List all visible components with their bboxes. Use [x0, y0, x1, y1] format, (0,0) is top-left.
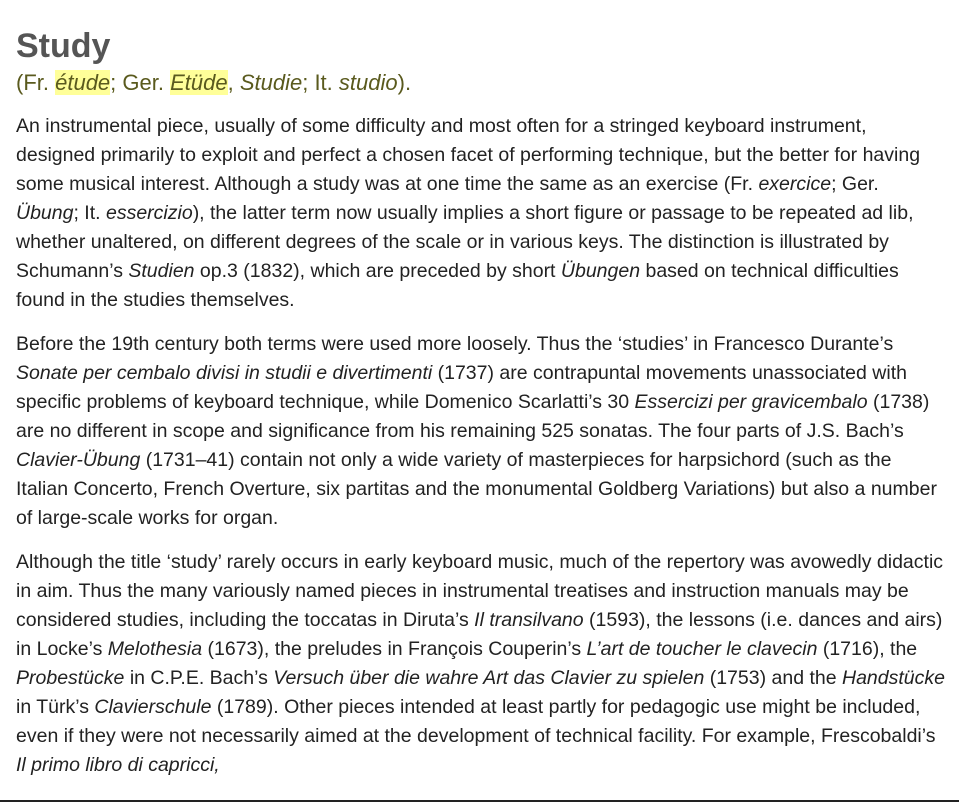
p3-italic-term: Il transilvano — [474, 609, 584, 631]
article-title: Study — [16, 27, 111, 65]
p3-italic-term: Versuch über die wahre Art das Clavier zu spielen — [273, 667, 705, 689]
p3-italic-term: Handstücke — [841, 667, 945, 689]
p1-text: ; Ger. — [831, 173, 879, 195]
p1-italic-term: Übung — [16, 202, 74, 224]
paragraph-1 — [16, 112, 946, 315]
p2-text: (1737) are contrapuntal movements unassociated with specific problems of keyboard technique, while Domenico Scarlatti’s 30 — [16, 362, 907, 413]
p2-text: Before the 19th century both terms were used more loosely. Thus the ‘studies’ in Francesco Durante’s — [16, 333, 894, 355]
term-italian: studio — [338, 70, 398, 95]
paragraph-2 — [16, 330, 946, 533]
p1-text: An instrumental piece, usually of some difficulty and most often for a stringed keyboard instrument, designed primarily to exploit and perfect a chosen facet of performing technique, but the better for having some musical interest. Although a study was at one time the same as an exercise (Fr. — [16, 115, 921, 195]
langs-sep-3: ; It. — [302, 70, 339, 95]
langs-sep-1: ; Ger. — [110, 70, 171, 95]
langs-sep-2: , — [227, 70, 240, 95]
term-german-alt: Studie — [239, 70, 303, 95]
article — [16, 26, 946, 780]
langs-close: ). — [397, 70, 412, 95]
p2-italic-term: Sonate per cembalo divisi in studii e divertimenti — [16, 362, 433, 384]
p3-text: (1673), the preludes in François Couperin’s — [202, 638, 587, 660]
p3-italic-term: Melothesia — [107, 638, 203, 660]
p1-italic-term: Übungen — [560, 260, 641, 282]
language-equivalents — [16, 68, 946, 98]
p3-text: (1716), the — [817, 638, 918, 660]
p3-text: Although the title ‘study’ rarely occurs in early keyboard music, much of the repertory was avowedly didactic in aim. Thus the many variously named pieces in instrumental treatises and instruction manuals may be considered studies, including the toccatas in Diruta’s — [16, 551, 944, 631]
p1-text: ), the latter term now usually implies a short figure or passage to be repeated ad lib, whether unaltered, on different degrees of the scale or in various keys. The distinction is illustrated by Schumann’s — [16, 202, 914, 282]
p1-italic-term: Studien — [128, 260, 195, 282]
p3-text: in C.P.E. Bach’s — [124, 667, 274, 689]
p3-italic-term: L’art de toucher le clavecin — [586, 638, 818, 660]
p2-text: (1731–41) contain not only a wide variety of masterpieces for harpsichord (such as the Italian Concerto, French Overture, six partitas and the monumental Goldberg Variations) but also a number of large-scale works for organ. — [16, 449, 937, 529]
p3-text: in Türk’s — [16, 696, 95, 718]
p3-italic-term: Probestücke — [16, 667, 125, 689]
langs-open: (Fr. — [16, 70, 56, 95]
p2-italic-term: Clavier-Übung — [16, 449, 141, 471]
p3-text: (1789). Other pieces intended at least partly for pedagogic use might be included, even if they were not necessarily aimed at the development of technical facility. For example, Frescobaldi’s — [16, 696, 936, 747]
p1-text: based on technical difficulties found in the studies themselves. — [16, 260, 899, 311]
p2-text: (1738) are no different in scope and significance from his remaining 525 sonatas. The four parts of J.S. Bach’s — [16, 391, 930, 442]
highlighted-term-french: étude — [55, 70, 111, 95]
paragraph-3 — [16, 548, 946, 780]
p1-italic-term: essercizio — [105, 202, 193, 224]
p1-text: ; It. — [73, 202, 106, 224]
p3-text: (1753) and the — [704, 667, 842, 689]
p3-text: (1593), the lessons (i.e. dances and airs) in Locke’s — [16, 609, 943, 660]
p1-italic-term: exercice — [758, 173, 832, 195]
highlighted-term-german: Etüde — [170, 70, 228, 95]
p3-italic-term: Il primo libro di capricci, — [16, 754, 220, 776]
p3-italic-term: Clavierschule — [94, 696, 212, 718]
p2-italic-term: Essercizi per gravicembalo — [634, 391, 868, 413]
p1-text: op.3 (1832), which are preceded by short — [194, 260, 561, 282]
